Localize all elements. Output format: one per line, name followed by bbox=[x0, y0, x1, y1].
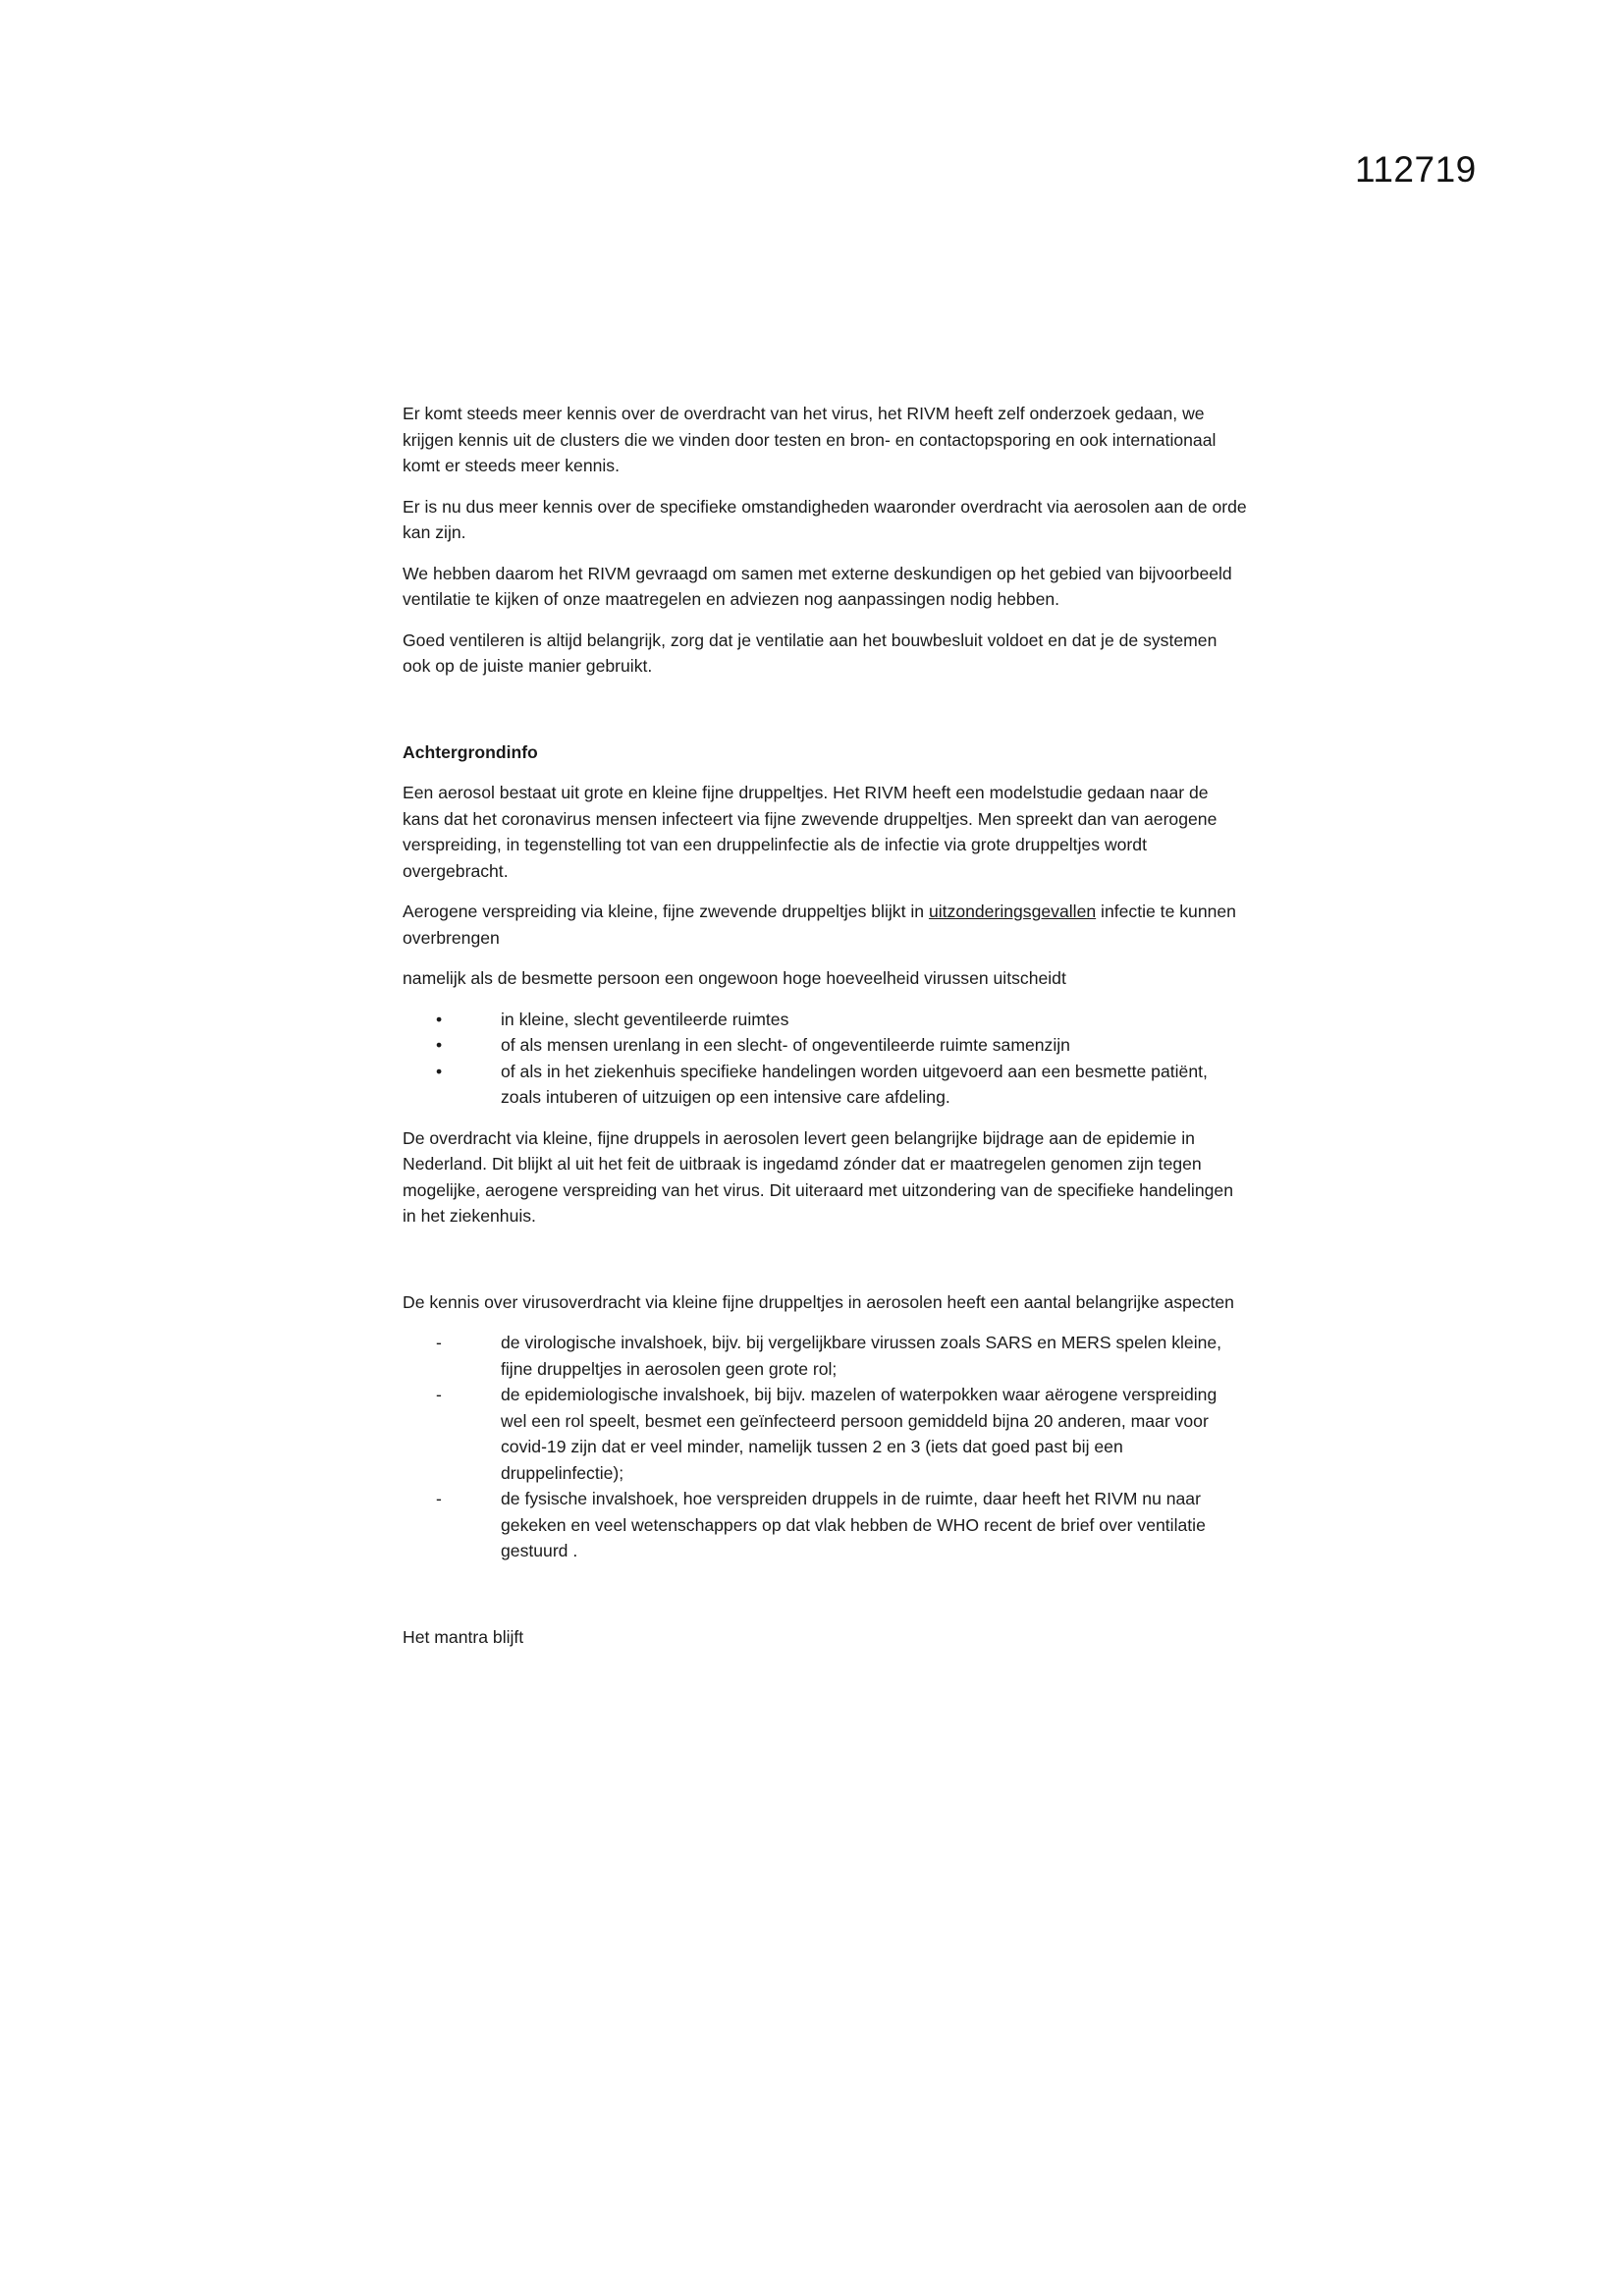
dash-marker: - bbox=[436, 1489, 442, 1508]
closing-line: Het mantra blijft bbox=[403, 1626, 524, 1647]
background-paragraph-2 bbox=[403, 899, 1247, 951]
document-number: 112719 bbox=[1355, 149, 1477, 190]
intro-paragraph-1: Er komt steeds meer kennis over de overdracht van het virus, het RIVM heeft zelf onderzoek gedaan, we krijgen kennis uit de clusters die we vinden door testen en bron- en contactopsporing en ook internationaal komt er steeds meer kennis. bbox=[403, 404, 1217, 475]
list-item-text: in kleine, slecht geventileerde ruimtes bbox=[501, 1009, 789, 1029]
intro-paragraph-2: Er is nu dus meer kennis over de specifieke omstandigheden waaronder overdracht via aerosolen aan de orde kan zijn. bbox=[403, 496, 1247, 542]
bullet-marker: • bbox=[436, 1009, 443, 1029]
dash-list bbox=[403, 1330, 1247, 1564]
list-item-text: de virologische invalshoek, bijv. bij vergelijkbare virussen zoals SARS en MERS spelen kleine, fijne druppeltjes in aerosolen geen grote rol; bbox=[501, 1333, 1222, 1379]
background-paragraph-2-start: Aerogene verspreiding via kleine, fijne zwevende druppeltjes blijkt in bbox=[403, 902, 929, 921]
bullet-marker: • bbox=[436, 1061, 443, 1081]
list-item bbox=[403, 1032, 1247, 1059]
list-item-text: of als mensen urenlang in een slecht- of ongeventileerde ruimte samenzijn bbox=[501, 1035, 1070, 1055]
background-paragraph-1: Een aerosol bestaat uit grote en kleine fijne druppeltjes. Het RIVM heeft een modelstudie gedaan naar de kans dat het coronavirus mensen infecteert via fijne zwevende druppeltjes. Men spreekt dan van aerogene verspreiding, in tegenstelling tot van een druppelinfectie als de infectie via grote druppeltjes wordt overgebracht. bbox=[403, 783, 1218, 881]
background-paragraph-2-end: infectie te kunnen overbrengen bbox=[403, 902, 1236, 948]
section-heading-background: Achtergrondinfo bbox=[403, 741, 538, 762]
bullet-list bbox=[403, 1007, 1247, 1111]
list-item-text: de fysische invalshoek, hoe verspreiden druppels in de ruimte, daar heeft het RIVM nu naar gekeken en veel wetenschappers op dat vlak hebben de WHO recent de brief over ventilatie gestuurd . bbox=[501, 1489, 1206, 1560]
list-item bbox=[403, 1007, 1247, 1033]
list-item-text: of als in het ziekenhuis specifieke handelingen worden uitgevoerd aan een besmette patiënt, zoals intuberen of uitzuigen op een intensive care afdeling. bbox=[501, 1061, 1208, 1107]
section-spacer bbox=[403, 1579, 1247, 1624]
section-spacer bbox=[403, 1244, 1247, 1289]
dash-marker: - bbox=[436, 1385, 442, 1404]
list-item bbox=[403, 1382, 1247, 1486]
intro-paragraph-4: Goed ventileren is altijd belangrijk, zorg dat je ventilatie aan het bouwbesluit voldoet en dat je de systemen ook op de juiste manier gebruikt. bbox=[403, 629, 1218, 676]
bullet-marker: • bbox=[436, 1035, 443, 1055]
list-item bbox=[403, 1330, 1247, 1382]
aspects-intro: De kennis over virusoverdracht via kleine fijne druppeltjes in aerosolen heeft een aantal belangrijke aspecten bbox=[403, 1291, 1234, 1312]
background-paragraph-4: De overdracht via kleine, fijne druppels in aerosolen levert geen belangrijke bijdrage aan de epidemie in Nederland. Dit blijkt al uit het feit de uitbraak is ingedamd zónder dat er maatregelen genomen zijn tegen mogelijke, aerogene verspreiding van het virus. Dit uiteraard met uitzondering van de specifieke handelingen in het ziekenhuis. bbox=[403, 1127, 1233, 1226]
dash-marker: - bbox=[436, 1333, 442, 1352]
document-body bbox=[403, 401, 1247, 1665]
list-item-text: de epidemiologische invalshoek, bij bijv. mazelen of waterpokken waar aërogene verspreiding wel een rol speelt, besmet een geïnfecteerd persoon gemiddeld bijna 20 anderen, maar voor covid-19 zijn dat er veel minder, namelijk tussen 2 en 3 (iets dat goed past bij een druppelinfectie); bbox=[501, 1385, 1218, 1483]
intro-paragraph-3: We hebben daarom het RIVM gevraagd om samen met externe deskundigen op het gebied van bijvoorbeeld ventilatie te kijken of onze maatregelen en adviezen nog aanpassingen nodig hebben. bbox=[403, 563, 1232, 609]
list-item bbox=[403, 1059, 1247, 1111]
background-paragraph-3: namelijk als de besmette persoon een ongewoon hoge hoeveelheid virussen uitscheidt bbox=[403, 968, 1066, 988]
section-spacer bbox=[403, 694, 1247, 739]
list-item bbox=[403, 1486, 1247, 1564]
underlined-term: uitzonderingsgevallen bbox=[928, 902, 1097, 921]
